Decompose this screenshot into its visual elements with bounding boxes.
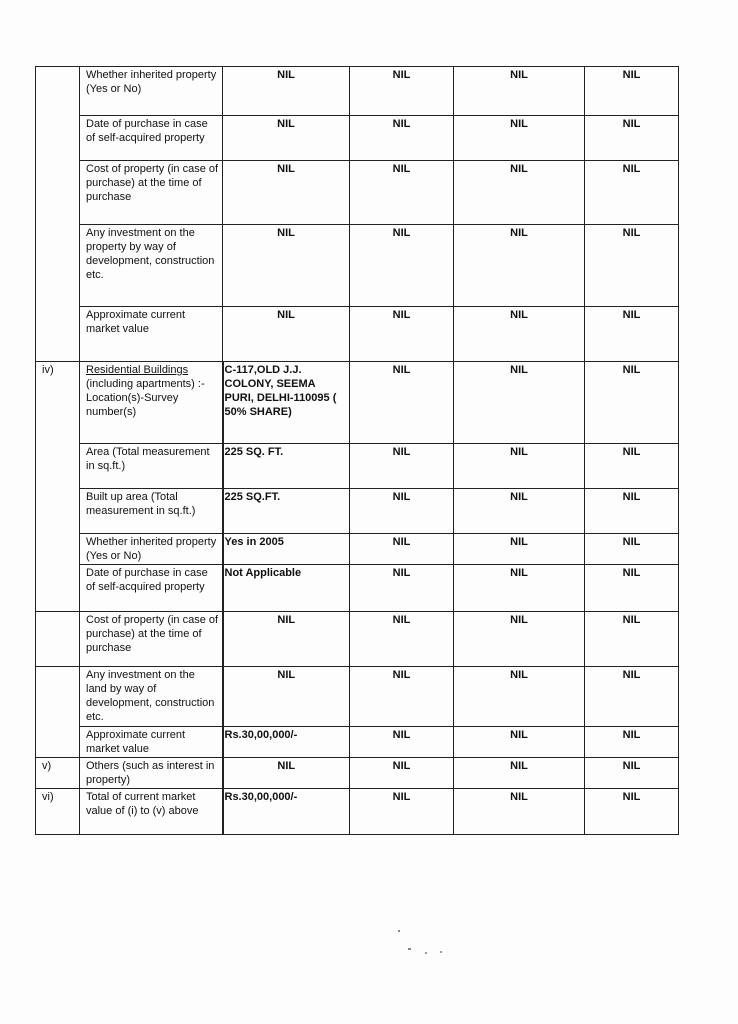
row-label: Area (Total measurement in sq.ft.) bbox=[80, 444, 223, 489]
table-row bbox=[36, 489, 679, 534]
value-cell: NIL bbox=[585, 307, 679, 362]
value-cell: NIL bbox=[350, 489, 454, 534]
row-label: Built up area (Total measurement in sq.ft.) bbox=[80, 489, 223, 534]
value-cell: NIL bbox=[350, 67, 454, 116]
row-label-heading: Residential Buildings bbox=[86, 364, 189, 376]
scan-speck bbox=[408, 948, 411, 950]
row-label: Cost of property (in case of purchase) at the time of purchase bbox=[80, 161, 223, 225]
row-label: Others (such as interest in property) bbox=[80, 758, 223, 789]
row-number bbox=[36, 116, 80, 161]
value-cell: Rs.30,00,000/- bbox=[223, 727, 350, 758]
value-cell: NIL bbox=[350, 789, 454, 835]
value-cell: NIL bbox=[585, 565, 679, 612]
value-cell: NIL bbox=[350, 225, 454, 307]
value-cell: NIL bbox=[350, 727, 454, 758]
value-cell: NIL bbox=[585, 612, 679, 667]
row-label-text: (including apartments) :- Location(s)-Survey number(s) bbox=[86, 378, 205, 418]
row-number bbox=[36, 727, 80, 758]
row-label: Any investment on the property by way of development, construction etc. bbox=[80, 225, 223, 307]
table-row bbox=[36, 67, 679, 116]
value-cell: Rs.30,00,000/- bbox=[223, 789, 350, 835]
value-cell: NIL bbox=[350, 534, 454, 565]
value-cell: NIL bbox=[454, 789, 585, 835]
value-cell: Yes in 2005 bbox=[223, 534, 350, 565]
value-cell: NIL bbox=[585, 67, 679, 116]
value-cell: NIL bbox=[585, 667, 679, 727]
scan-speck bbox=[425, 952, 427, 954]
value-cell: NIL bbox=[454, 161, 585, 225]
value-cell: NIL bbox=[454, 534, 585, 565]
value-cell: NIL bbox=[454, 727, 585, 758]
value-cell: NIL bbox=[454, 667, 585, 727]
value-cell: NIL bbox=[585, 444, 679, 489]
row-label: Whether inherited property (Yes or No) bbox=[80, 67, 223, 116]
table-row bbox=[36, 161, 679, 225]
value-cell: NIL bbox=[350, 116, 454, 161]
value-cell: NIL bbox=[585, 534, 679, 565]
row-label: Approximate current market value bbox=[80, 727, 223, 758]
value-cell: 225 SQ.FT. bbox=[223, 489, 350, 534]
row-label: Whether inherited property (Yes or No) bbox=[80, 534, 223, 565]
value-cell: NIL bbox=[223, 307, 350, 362]
value-cell: NIL bbox=[350, 612, 454, 667]
row-label: Total of current market value of (i) to (v) above bbox=[80, 789, 223, 835]
table-row bbox=[36, 362, 679, 444]
value-cell: NIL bbox=[223, 225, 350, 307]
value-cell: NIL bbox=[585, 789, 679, 835]
row-number bbox=[36, 489, 80, 534]
row-number: v) bbox=[36, 758, 80, 789]
value-cell: NIL bbox=[585, 727, 679, 758]
scan-speck bbox=[440, 951, 442, 953]
table-row bbox=[36, 727, 679, 758]
value-cell: NIL bbox=[223, 116, 350, 161]
value-cell: NIL bbox=[223, 67, 350, 116]
row-number bbox=[36, 612, 80, 667]
value-cell: NIL bbox=[350, 667, 454, 727]
value-cell: NIL bbox=[454, 444, 585, 489]
table-row bbox=[36, 444, 679, 489]
row-number bbox=[36, 534, 80, 565]
value-cell: NIL bbox=[223, 758, 350, 789]
table-row bbox=[36, 534, 679, 565]
table-row bbox=[36, 758, 679, 789]
value-cell: NIL bbox=[454, 612, 585, 667]
table-row bbox=[36, 789, 679, 835]
value-cell: NIL bbox=[454, 489, 585, 534]
value-cell: NIL bbox=[454, 758, 585, 789]
row-label: Approximate current market value bbox=[80, 307, 223, 362]
value-cell: 225 SQ. FT. bbox=[223, 444, 350, 489]
scan-speck bbox=[398, 930, 400, 932]
value-cell: NIL bbox=[350, 444, 454, 489]
value-cell: NIL bbox=[223, 612, 350, 667]
row-label bbox=[80, 362, 223, 444]
row-label: Any investment on the land by way of development, construction etc. bbox=[80, 667, 223, 727]
table-row bbox=[36, 225, 679, 307]
row-number: vi) bbox=[36, 789, 80, 835]
row-number bbox=[36, 225, 80, 307]
immovable-assets-table bbox=[35, 66, 679, 835]
row-number bbox=[36, 67, 80, 116]
value-cell: NIL bbox=[223, 667, 350, 727]
value-cell: NIL bbox=[585, 116, 679, 161]
row-number bbox=[36, 667, 80, 727]
row-label: Date of purchase in case of self-acquired property bbox=[80, 565, 223, 612]
row-number bbox=[36, 565, 80, 612]
value-cell: NIL bbox=[585, 489, 679, 534]
value-cell: NIL bbox=[350, 565, 454, 612]
value-cell: NIL bbox=[350, 307, 454, 362]
row-number: iv) bbox=[36, 362, 80, 444]
table-row bbox=[36, 116, 679, 161]
value-cell: NIL bbox=[454, 116, 585, 161]
value-cell: NIL bbox=[454, 67, 585, 116]
row-number bbox=[36, 161, 80, 225]
row-label: Cost of property (in case of purchase) at the time of purchase bbox=[80, 612, 223, 667]
value-cell: NIL bbox=[350, 161, 454, 225]
row-number bbox=[36, 444, 80, 489]
value-cell: NIL bbox=[454, 307, 585, 362]
table-row bbox=[36, 565, 679, 612]
value-cell: Not Applicable bbox=[223, 565, 350, 612]
row-number bbox=[36, 307, 80, 362]
table-row bbox=[36, 307, 679, 362]
table-row bbox=[36, 667, 679, 727]
value-cell: NIL bbox=[454, 565, 585, 612]
value-cell: NIL bbox=[350, 362, 454, 444]
value-cell: NIL bbox=[223, 161, 350, 225]
table-row bbox=[36, 612, 679, 667]
value-cell: NIL bbox=[350, 758, 454, 789]
value-cell: NIL bbox=[585, 362, 679, 444]
value-cell: NIL bbox=[454, 225, 585, 307]
value-cell: C-117,OLD J.J. COLONY, SEEMA PURI, DELHI-110095 ( 50% SHARE) bbox=[223, 362, 350, 444]
value-cell: NIL bbox=[585, 758, 679, 789]
value-cell: NIL bbox=[585, 161, 679, 225]
value-cell: NIL bbox=[454, 362, 585, 444]
row-label: Date of purchase in case of self-acquired property bbox=[80, 116, 223, 161]
value-cell: NIL bbox=[585, 225, 679, 307]
